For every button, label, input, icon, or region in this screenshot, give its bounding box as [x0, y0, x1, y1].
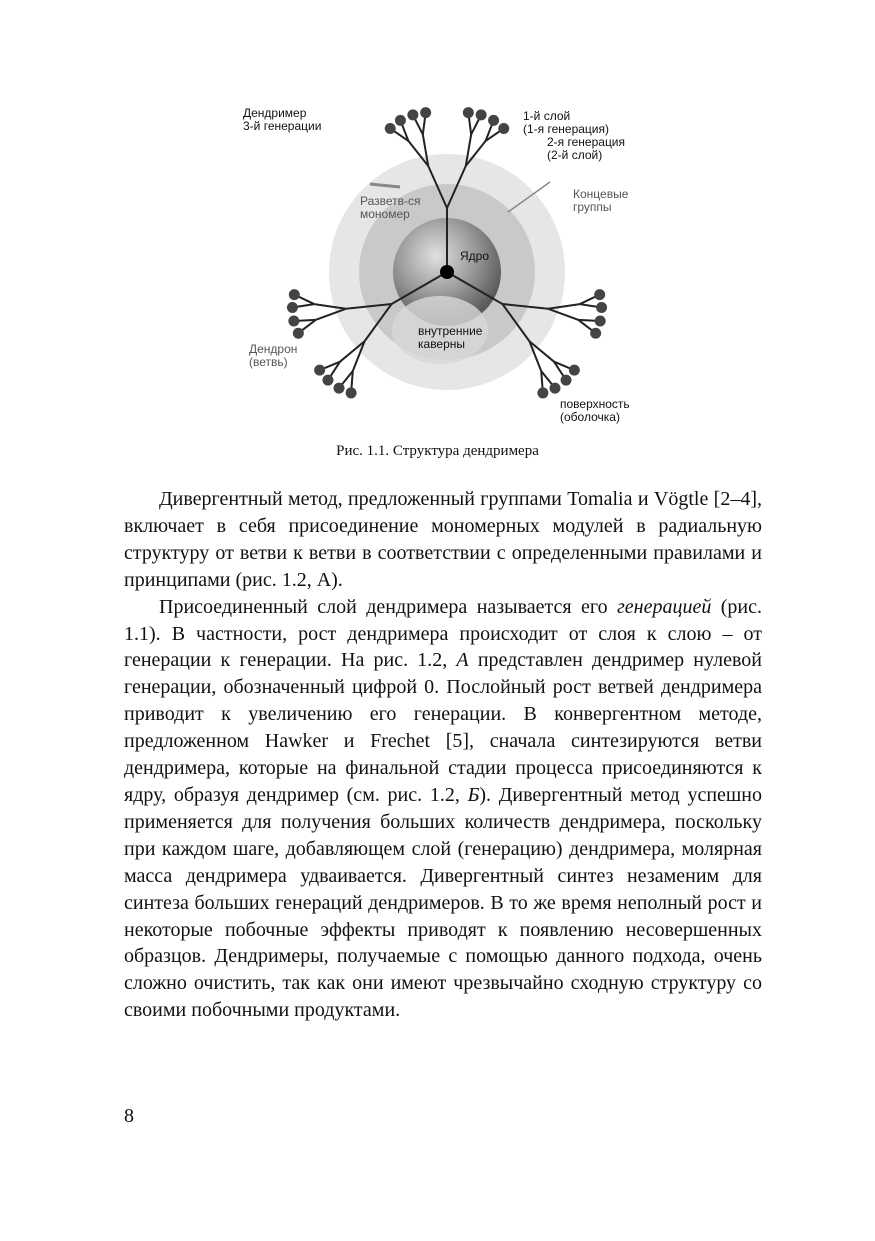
figure-ref-b: Б — [467, 783, 480, 806]
end-group-3 — [420, 107, 431, 118]
end-group-10 — [595, 316, 606, 327]
end-group-5 — [476, 109, 487, 120]
label-surface: поверхность (оболочка) — [560, 397, 630, 424]
end-group-4 — [463, 107, 474, 118]
end-group-14 — [549, 383, 560, 394]
end-group-0 — [385, 123, 396, 134]
end-group-16 — [346, 387, 357, 398]
paragraph-2-end: ). Дивергентный метод успешно применяется для получения больших количеств дендримера, поскольку при каждом шаге, добавляющем слой (генерацию) дендримера, молярная масса дендримера удваивается. Дивергентный синтез незаменим для синтеза больших генераций дендримеров. В то же время неполный рост и некоторые побочные эффекты приводят к появлению несовершенных образцов. Дендримеры, получаемые с помощью данного подхода, очень сложно очистить, так как они имеют чрезвычайно сходную структуру со своими побочными продуктами. — [124, 783, 762, 1022]
label-core: Ядро — [460, 249, 490, 263]
end-group-15 — [537, 387, 548, 398]
dendrimer-figure — [240, 100, 650, 440]
paragraph-2-start: Присоединенный слой дендримера называется его — [159, 595, 617, 618]
end-group-12 — [569, 365, 580, 376]
label-dendrimer: Дендример 3-й генерации — [243, 106, 322, 133]
end-group-1 — [395, 115, 406, 126]
paragraph-2-mid2: представлен дендример нулевой генерации, обозначенный цифрой 0. Послойный рост ветвей дендримера приводит к увеличению его генерации. В конвергентном методе, предложенном Hawker и Frechet [5], сначала синтезируются ветви дендримера, которые на финальной стадии процесса присоединяются к ядру, образуя дендример (см. рис. 1.2, — [124, 649, 762, 806]
end-group-17 — [334, 383, 345, 394]
body-text — [124, 486, 762, 1024]
figure-ref-a: А — [456, 649, 469, 672]
page-number: 8 — [124, 1105, 134, 1127]
label-branching-monomer: Разветв-ся мономер — [360, 194, 421, 221]
end-group-21 — [288, 316, 299, 327]
end-group-18 — [322, 375, 333, 386]
end-group-20 — [293, 328, 304, 339]
end-group-11 — [590, 328, 601, 339]
end-group-8 — [594, 289, 605, 300]
end-group-9 — [596, 302, 607, 313]
label-end-groups: Концевые группы — [573, 187, 629, 214]
core-dot — [440, 265, 454, 279]
term-generation: генерацией — [616, 595, 712, 618]
paragraph-1: Дивергентный метод, предложенный группами Tomalia и Vögtle [2–4], включает в себя присоединение мономерных модулей в радиальную структуру от ветви к ветви в соответствии с определенными правилами и принципами (рис. 1.2, А). — [124, 488, 762, 591]
label-cavities: внутренние каверны — [418, 324, 483, 351]
label-layer1: 1-й слой (1-я генерация) — [523, 109, 610, 136]
end-group-19 — [314, 365, 325, 376]
end-group-23 — [289, 289, 300, 300]
label-dendron: Дендрон (ветвь) — [249, 342, 298, 369]
end-group-13 — [561, 375, 572, 386]
end-group-7 — [498, 123, 509, 134]
figure-caption: Рис. 1.1. Структура дендримера — [336, 443, 539, 459]
end-group-22 — [287, 302, 298, 313]
end-group-6 — [488, 115, 499, 126]
paragraph-2-mid: (рис. 1.1). В частности, рост дендримера происходит от слоя к слою – от генерации к генерации. На рис. 1.2, — [124, 595, 762, 672]
label-gen2: 2-я генерация (2-й слой) — [547, 135, 626, 162]
end-group-2 — [407, 109, 418, 120]
paragraph-2 — [124, 594, 762, 1025]
